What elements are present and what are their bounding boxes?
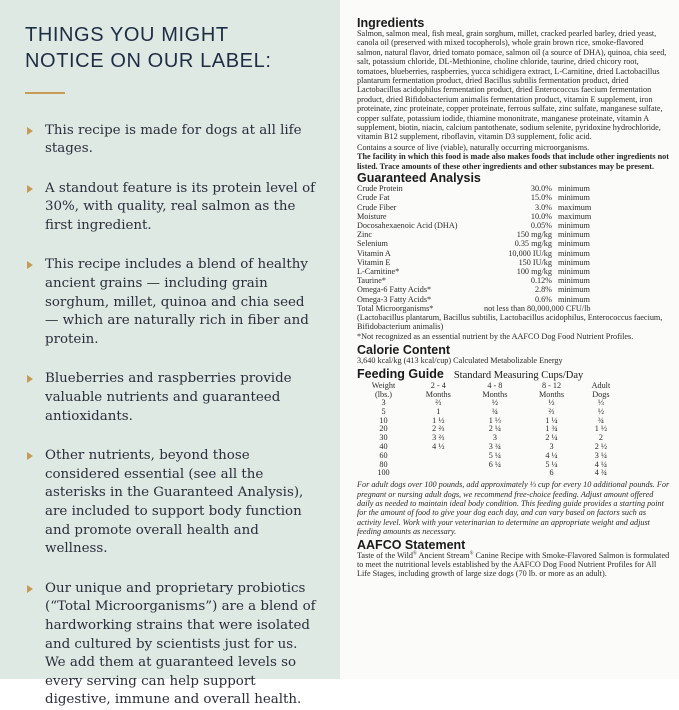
ga-basis: minimum — [558, 220, 590, 230]
bullet-text: A standout feature is its protein level of 30%, with quality, real salmon as the first ingredient. — [45, 180, 316, 233]
feeding-cell: 1 ¼ — [545, 415, 558, 425]
feeding-cell: ½ — [597, 406, 604, 416]
ga-row — [357, 295, 671, 304]
ga-row — [357, 230, 671, 239]
ga-row — [357, 212, 671, 221]
ga-name: Selenium — [357, 239, 388, 249]
triangle-bullet-icon — [27, 375, 33, 383]
bullet-item — [25, 447, 318, 559]
header-line: Weight — [371, 380, 396, 390]
feeding-cell: 2 ¼ — [488, 424, 502, 434]
ga-value: 0.05% — [530, 220, 552, 230]
feeding-guide-header — [357, 368, 671, 380]
calorie-content-text: 3,640 kcal/kg (413 kcal/cup) Calculated Metabolizable Energy — [357, 356, 563, 366]
feeding-cell: 2 ¼ — [545, 433, 558, 443]
header-line: Months — [538, 389, 565, 399]
header-line: Months — [482, 389, 508, 399]
guaranteed-analysis-title: Guaranteed Analysis — [357, 171, 481, 186]
ga-row — [357, 203, 671, 212]
feeding-cell: 1 ⅓ — [488, 415, 502, 425]
feeding-cell: 6 — [549, 468, 554, 478]
bullet-text: This recipe is made for dogs at all life stages. — [45, 122, 302, 157]
feeding-cell: ½ — [491, 397, 498, 407]
feeding-cell: 3 ⅔ — [432, 433, 445, 443]
ga-value: 0.6% — [534, 294, 552, 304]
aafco-statement-title: AAFCO Statement — [357, 537, 466, 552]
ga-value: 15.0% — [530, 193, 552, 203]
header-line: 2 - 4 — [430, 380, 446, 390]
ga-row — [357, 239, 671, 248]
ga-value: 10,000 IU/kg — [508, 248, 552, 258]
triangle-bullet-icon — [27, 127, 33, 135]
calorie-content-title: Calorie Content — [357, 343, 451, 358]
feeding-cell: 1 ¾ — [545, 424, 558, 434]
ga-value: 3.0% — [534, 202, 552, 212]
feeding-cell: 40 — [379, 441, 388, 451]
ga-name: Crude Protein — [357, 184, 403, 194]
ga-footnote: *Not recognized as an essential nutrient by the AAFCO Dog Food Nutrient Profiles. — [357, 331, 634, 341]
feeding-row — [357, 399, 622, 408]
feeding-cell: 100 — [377, 468, 390, 478]
ga-name: Crude Fiber — [357, 202, 397, 212]
ga-name: Vitamin E — [357, 257, 391, 267]
header-line: (lbs.) — [374, 389, 393, 399]
feeding-cell: 30 — [379, 433, 388, 443]
bullet-text: Blueberries and raspberries provide valuable nutrients and guaranteed antioxidants. — [45, 371, 292, 424]
header-line: 8 - 12 — [541, 380, 562, 390]
ga-row — [357, 193, 671, 202]
ga-basis: minimum — [558, 276, 590, 286]
triangle-bullet-icon — [27, 185, 33, 193]
feeding-cell: ¾ — [597, 415, 604, 425]
feeding-cell: ½ — [548, 397, 555, 407]
feeding-cell — [467, 469, 524, 478]
ga-row — [357, 184, 671, 193]
feeding-row — [357, 469, 622, 478]
microorganisms-note: Contains a source of live (viable), naturally occurring microorganisms. — [357, 142, 590, 152]
header-line: Dogs — [592, 389, 610, 399]
feeding-cell: ¾ — [491, 406, 498, 416]
feeding-column-header — [410, 381, 467, 399]
ga-row — [357, 276, 671, 285]
triangle-bullet-icon — [27, 261, 33, 269]
aafco-statement-text — [357, 551, 671, 579]
ga-basis: minimum — [558, 257, 590, 267]
feeding-cell: 60 — [379, 450, 388, 460]
ga-name: L-Carnitine* — [357, 266, 400, 276]
ga-name: Docosahexaenoic Acid (DHA) — [357, 220, 458, 230]
ga-row — [357, 285, 671, 294]
ga-value: 150 mg/kg — [516, 230, 552, 240]
feeding-cell: 3 — [381, 397, 386, 407]
ga-row — [357, 258, 671, 267]
ga-value: 150 IU/kg — [518, 257, 552, 267]
feeding-cell: 2 ½ — [594, 441, 608, 451]
triangle-bullet-icon — [27, 452, 33, 460]
feeding-cell: 3 ¼ — [594, 450, 608, 460]
bullet-item — [25, 122, 318, 159]
ga-row — [357, 249, 671, 258]
feeding-cell: 5 ¼ — [545, 459, 558, 469]
ga-value: not less than 80,000,000 CFU/lb — [484, 303, 591, 313]
ga-value: 0.12% — [530, 276, 552, 286]
bullet-text: Other nutrients, beyond those considered essential (see all the asterisks in the Guaranteed Analysis), are included to support body function and promote overall health and wellness. — [45, 448, 304, 557]
ga-basis: minimum — [558, 285, 590, 295]
aafco-brand: Taste of the Wild — [357, 550, 414, 560]
header-line: Months — [425, 389, 451, 399]
ingredients-title: Ingredients — [357, 16, 425, 30]
ga-row — [357, 221, 671, 230]
feeding-cell: 80 — [379, 459, 388, 469]
feeding-cell: 4 ¾ — [594, 468, 608, 478]
bullet-item — [25, 180, 318, 236]
ga-basis: minimum — [558, 266, 590, 276]
registered-mark: ® — [413, 550, 417, 556]
feeding-cell: ⅔ — [548, 406, 555, 416]
ga-basis: minimum — [558, 184, 590, 194]
triangle-bullet-icon — [27, 585, 33, 593]
ga-basis: minimum — [558, 239, 590, 249]
ga-basis: minimum — [558, 248, 590, 258]
feeding-cell: 6 ¼ — [488, 459, 502, 469]
ga-basis: minimum — [558, 294, 590, 304]
ga-row — [357, 267, 671, 276]
feeding-cell: 10 — [379, 415, 388, 425]
ingredients-text: Salmon, salmon meal, fish meal, grain sorghum, millet, cracked pearled barley, dried yeast, canola oil (preserved with mixed tocopherols), whole grain brown rice, smoke-flavored salmon, natural flavor, dried tomato pomace, salmon oil (a source of DHA), quinoa, chia seed, salt, potassium chloride, DL-Methionine, choline chloride, taurine, dried chicory root, tomatoes, blueberries, raspberries, yucca schidigera extract, L-Carnitine, dried Lactobacillus plantarum fermentation product, dried Bacillus subtilis fermentation product, dried Lactobacillus acidophilus fermentation product, dried Enterococcus faecium fermentation product, dried Bifidobacterium animalis fermentation product, vitamin E supplement, iron proteinate, zinc proteinate, copper proteinate, ferrous sulfate, zinc sulfate, manganese sulfate, copper sulfate, potassium iodide, thiamine mononitrate, manganese proteinate, vitamin A supplement, biotin, niacin, calcium pantothenate, sodium selenite, pyridoxine hydrochloride, vitamin B12 supplement, riboflavin, vitamin D3 supplement, folic acid. — [357, 29, 667, 142]
feeding-cell — [410, 452, 467, 461]
ga-name: Vitamin A — [357, 248, 391, 258]
bullet-text: This recipe includes a blend of healthy ancient grains — including grain sorghum, millet, quinoa and chia seed — which are naturally rich in fiber and protein. — [45, 257, 309, 347]
ga-value: 10.0% — [530, 211, 552, 221]
gold-divider — [25, 92, 65, 94]
feeding-cell: 3 — [549, 441, 554, 451]
feeding-cell: 1 ½ — [432, 415, 445, 425]
feeding-cell: ⅓ — [597, 397, 604, 407]
feeding-cell: ⅔ — [435, 397, 442, 407]
feeding-cell: 3 ¾ — [488, 441, 502, 451]
ga-name: Taurine* — [357, 276, 386, 286]
aafco-body: Canine Recipe with Smoke-Flavored Salmon is formulated to meet the nutritional levels established by the AAFCO Dog Food Nutrient Profiles for All Life Stages, including growth of large size dogs (70 lb. or more as an adult). — [357, 550, 670, 579]
bullet-item — [25, 580, 318, 710]
ga-basis: minimum — [558, 230, 590, 240]
ga-row-microorganisms — [357, 304, 671, 313]
feeding-cell: 4 ¼ — [594, 459, 608, 469]
bullet-item — [25, 256, 318, 349]
explainer-heading — [25, 22, 318, 74]
product-label-panel — [340, 0, 679, 679]
feeding-row — [357, 425, 622, 434]
feeding-cell: 3 — [492, 433, 497, 443]
feeding-guide-title: Feeding Guide — [357, 366, 444, 381]
registered-mark: ® — [469, 550, 474, 556]
ga-name: Omega-6 Fatty Acids* — [357, 285, 432, 295]
feeding-column-header — [357, 381, 410, 399]
ga-microorganisms-detail: (Lactobacillus plantarum, Bacillus subtilis, Lactobacillus acidophilus, Enterococcus faecium, Bifidobacterium animalis) — [357, 312, 663, 332]
feeding-guide-table — [357, 381, 622, 478]
feeding-guide-subtitle: Standard Measuring Cups/Day — [453, 369, 584, 381]
ga-value: 2.8% — [534, 285, 552, 295]
header-line: Adult — [591, 380, 611, 390]
feeding-cell: 5 ¼ — [488, 450, 502, 460]
ga-name: Crude Fat — [357, 193, 390, 203]
heading-line-2: NOTICE ON OUR LABEL: — [25, 50, 272, 72]
ga-basis: maximum — [558, 202, 592, 212]
bullet-text: Our unique and proprietary probiotics (“Total Microorganisms”) are a blend of hardworking strains that were isolated and cultured by scientists just for us. We add them at guaranteed levels so every serving can help support digestive, immune and overall health. — [45, 580, 316, 708]
heading-line-1: THINGS YOU MIGHT — [25, 24, 229, 46]
feeding-cell: 1 — [436, 406, 441, 416]
facility-note: The facility in which this food is made also makes foods that include other ingredients not listed. Trace amounts of these other ingredients and other substances may be present. — [357, 152, 669, 171]
feeding-column-header — [523, 381, 580, 399]
bullet-item — [25, 370, 318, 426]
feeding-cell: 4 ½ — [432, 441, 445, 451]
feeding-cell: 2 — [598, 433, 603, 443]
ga-basis: maximum — [558, 211, 592, 221]
feeding-column-header — [580, 381, 622, 399]
explainer-bullet-list — [25, 122, 318, 710]
feeding-cell — [410, 461, 467, 470]
feeding-guide-note: For adult dogs over 100 pounds, add approximately ⅓ cup for every 10 additional pounds. For pregnant or nursing adult dogs, we recommend free-choice feeding. Adjust amount offered daily as needed to maintain ideal body condition. This feeding guide provides a starting point for the amount of food to give your dog each day, and can vary based on factors such as activity level. Work with your veterinarian to determine an appropriate weight and adjust feeding amounts as necessary. — [357, 480, 670, 537]
feeding-column-header — [467, 381, 524, 399]
feeding-cell: 5 — [381, 406, 386, 416]
feeding-row — [357, 461, 622, 470]
feeding-cell — [410, 469, 467, 478]
ga-basis: minimum — [558, 193, 590, 203]
aafco-line: Ancient Stream — [418, 550, 470, 560]
feeding-cell: 4 ¼ — [545, 450, 558, 460]
ga-name: Zinc — [357, 230, 373, 240]
feeding-cell: 2 ⅔ — [432, 424, 445, 434]
ga-value: 100 mg/kg — [516, 266, 552, 276]
ga-value: 30.0% — [530, 184, 552, 194]
ga-name: Moisture — [357, 211, 387, 221]
guaranteed-analysis-table — [357, 184, 671, 313]
feeding-cell: 20 — [379, 424, 388, 434]
label-explainer-panel — [0, 0, 340, 708]
ga-name: Omega-3 Fatty Acids* — [357, 294, 432, 304]
feeding-cell: 1 ½ — [594, 424, 608, 434]
ga-value: 0.35 mg/kg — [514, 239, 552, 249]
ga-name: Total Microorganisms* — [357, 303, 434, 313]
header-line: 4 - 8 — [487, 380, 503, 390]
